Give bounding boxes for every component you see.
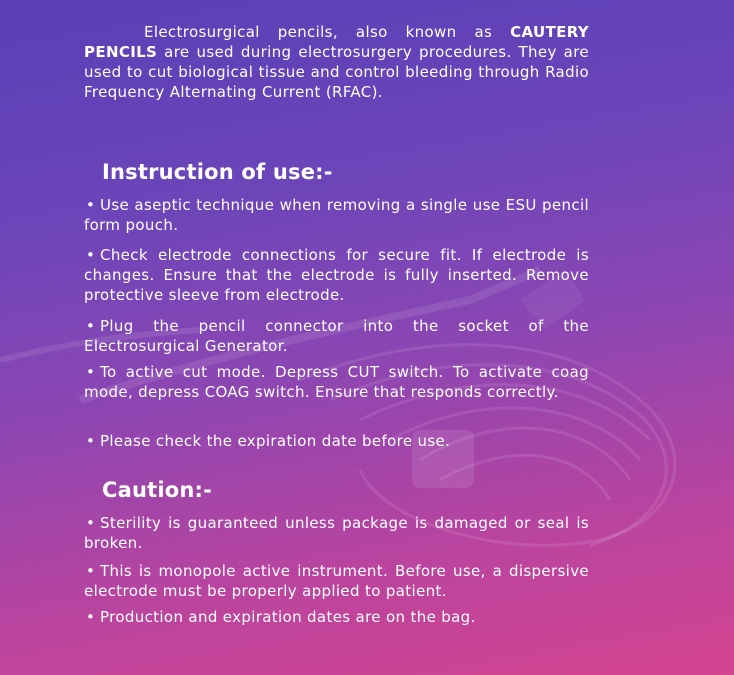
caution-item-1: • Sterility is guaranteed unless package is damaged or seal is broken. [84,513,589,553]
instruction-item-4: • To active cut mode. Depress CUT switch. To activate coag mode, depress COAG switch. Ensure that responds correctly. [84,362,589,402]
caution-item-3: • Production and expiration dates are on the bag. [84,607,589,627]
caution-item-2: • This is monopole active instrument. Before use, a dispersive electrode must be properly applied to patient. [84,561,589,601]
intro-bold-cautery: CAUTERY [510,23,589,41]
intro-bold-pencils: PENCILS [84,43,158,61]
instruction-item-2: • Check electrode connections for secure fit. If electrode is changes. Ensure that the electrode is fully inserted. Remove protective sleeve from electrode. [84,245,589,305]
intro-paragraph [84,22,589,102]
instructions-heading: Instruction of use:- [102,160,333,184]
caution-heading: Caution:- [102,478,213,502]
instruction-item-1: • Use aseptic technique when removing a single use ESU pencil form pouch. [84,195,589,235]
intro-text-end: are used during electrosurgery procedures. They are used to cut biological tissue and control bleeding through Radio Frequency Alternating Current (RFAC). [84,43,589,101]
instruction-item-5: • Please check the expiration date before use. [84,431,589,451]
intro-text-start: Electrosurgical pencils, also known as [144,23,511,41]
instruction-item-3: • Plug the pencil connector into the socket of the Electrosurgical Generator. [84,316,589,356]
